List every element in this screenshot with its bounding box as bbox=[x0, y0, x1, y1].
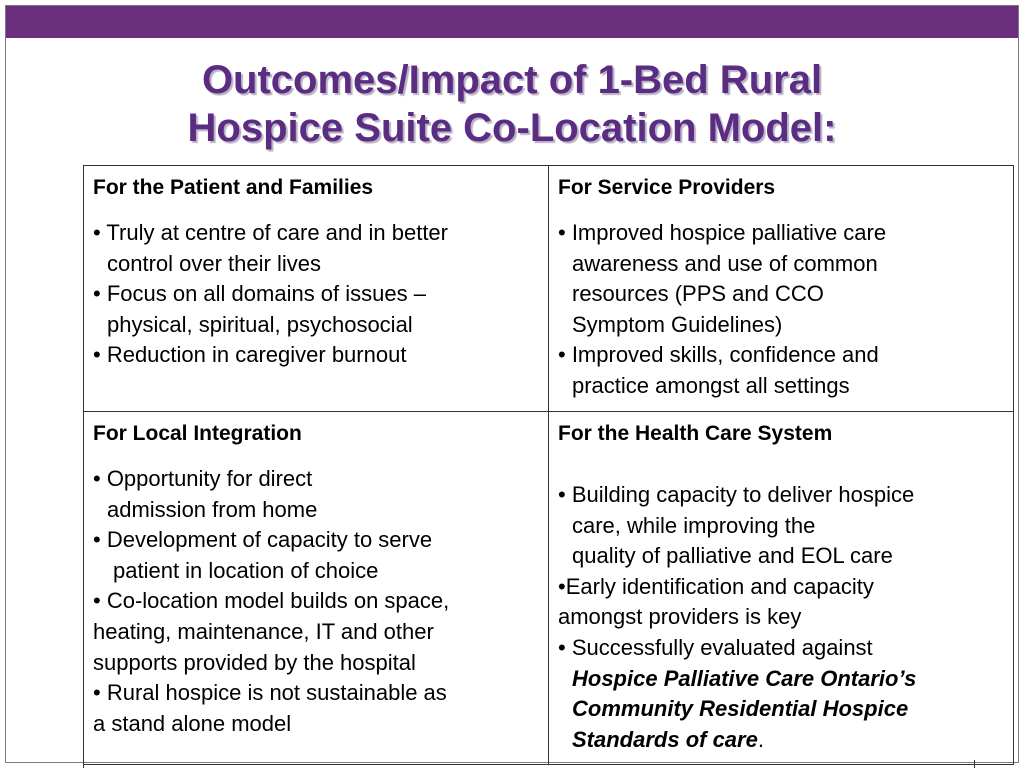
patient-families-cell bbox=[84, 166, 549, 412]
item-line: amongst providers is key bbox=[558, 604, 802, 630]
item-line: awareness and use of common bbox=[572, 250, 878, 276]
item-line: • Successfully evaluated against bbox=[558, 634, 873, 660]
list-item bbox=[93, 340, 539, 371]
health-care-system-cell bbox=[549, 412, 1014, 765]
item-line: heating, maintenance, IT and other bbox=[93, 618, 434, 644]
outcomes-table bbox=[83, 165, 1014, 765]
item-line: control over their lives bbox=[107, 250, 321, 276]
item-line: • Improved hospice palliative care bbox=[558, 220, 887, 245]
slide-title bbox=[0, 56, 1024, 152]
table-continuation bbox=[83, 760, 975, 768]
service-providers-cell bbox=[549, 166, 1014, 412]
item-line: • Focus on all domains of issues – bbox=[93, 281, 426, 307]
list-item bbox=[93, 525, 539, 586]
list-item bbox=[558, 480, 1004, 572]
list-item bbox=[558, 633, 1004, 755]
local-integration-cell bbox=[84, 412, 549, 765]
item-line: •Early identification and capacity bbox=[558, 573, 874, 599]
table-row bbox=[84, 412, 1014, 765]
item-line: supports provided by the hospital bbox=[93, 649, 416, 675]
item-line: admission from home bbox=[107, 496, 318, 522]
item-line: practice amongst all settings bbox=[572, 372, 850, 398]
header-bar bbox=[6, 6, 1018, 38]
local-integration-heading: For Local Integration bbox=[93, 422, 302, 445]
title-line-2: Hospice Suite Co-Location Model: bbox=[187, 106, 837, 150]
list-item bbox=[93, 218, 539, 279]
item-line: • Co-location model builds on space, bbox=[93, 588, 450, 614]
item-line: • Improved skills, confidence and bbox=[558, 342, 879, 368]
item-line: patient in location of choice bbox=[113, 557, 379, 583]
list-item bbox=[93, 678, 539, 739]
list-item bbox=[558, 340, 1004, 401]
title-line-1: Outcomes/Impact of 1-Bed Rural bbox=[201, 58, 823, 102]
emphasis-line: Hospice Palliative Care Ontario’s bbox=[572, 665, 917, 691]
item-line: • Truly at centre of care and in better bbox=[93, 220, 448, 245]
list-item bbox=[558, 218, 1004, 340]
item-line: quality of palliative and EOL care bbox=[572, 543, 893, 569]
item-line: • Reduction in caregiver burnout bbox=[93, 342, 407, 368]
item-line: • Development of capacity to serve bbox=[93, 527, 433, 553]
emphasis-period: . bbox=[757, 726, 764, 752]
list-item bbox=[93, 464, 539, 525]
item-line: resources (PPS and CCO bbox=[572, 281, 824, 307]
health-care-system-heading: For the Health Care System bbox=[558, 422, 833, 445]
patient-families-heading: For the Patient and Families bbox=[93, 176, 374, 199]
item-line: physical, spiritual, psychosocial bbox=[107, 311, 413, 337]
item-line: care, while improving the bbox=[572, 512, 816, 538]
item-line: a stand alone model bbox=[93, 710, 292, 736]
item-line: • Opportunity for direct bbox=[93, 466, 313, 491]
list-item bbox=[93, 586, 539, 678]
item-line: Symptom Guidelines) bbox=[572, 311, 783, 337]
service-providers-heading: For Service Providers bbox=[558, 176, 776, 199]
list-item bbox=[93, 279, 539, 340]
item-line: • Rural hospice is not sustainable as bbox=[93, 680, 447, 706]
table-row bbox=[84, 166, 1014, 412]
item-line: • Building capacity to deliver hospice bbox=[558, 482, 915, 507]
emphasis-line: Standards of care bbox=[572, 726, 758, 752]
list-item bbox=[558, 572, 1004, 633]
emphasis-line: Community Residential Hospice bbox=[572, 696, 909, 722]
